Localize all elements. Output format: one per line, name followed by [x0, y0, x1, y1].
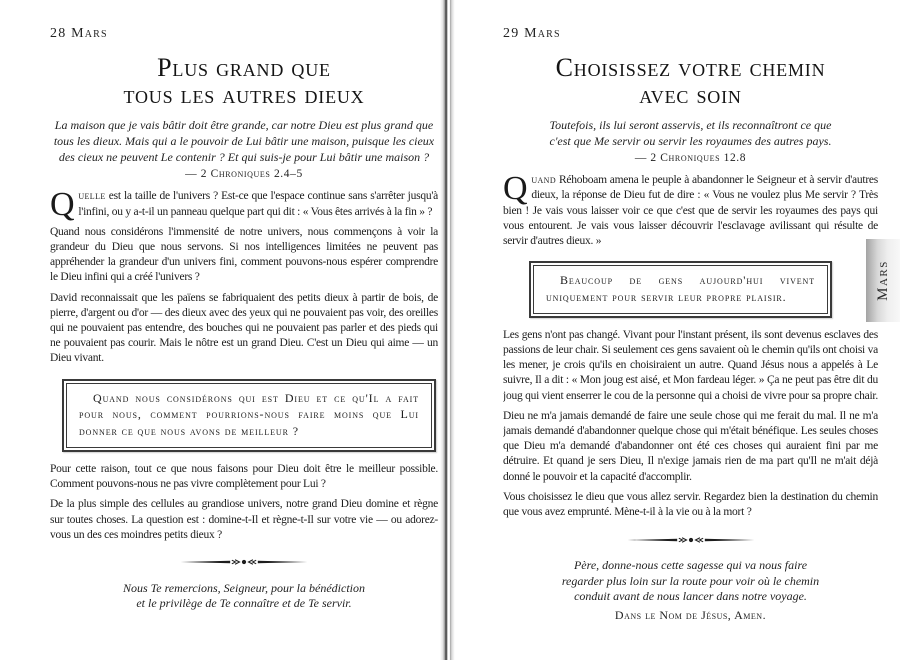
lead-word: uand — [531, 174, 557, 187]
epigraph-line: des cieux ne peuvent Le contenir ? Et qui suis-je pour Lui bâtir une maison ? — [58, 150, 430, 165]
body-paragraph: Dieu ne m'a jamais demandé de faire une seule chose qui me ferait du mal. Il ne m'a jamais demandé d'abandonner quelque chose qui m'était bénéfique. Les seules choses que Dieu m'a demandé d'abandonner ont été ces choses qui auraient fini par me détruire. Et quand je sers Dieu, Il n'exige jamais rien de ma part qu'Il ne m'ait déjà donné le pouvoir et la capacité d'accomplir. — [503, 409, 878, 483]
body-paragraph — [503, 170, 878, 249]
epigraph-line: La maison que je vais bâtir doit être grande, car notre Dieu est plus grand que — [54, 118, 434, 133]
prayer-line: regarder plus loin sur la route pour voir où le chemin — [561, 573, 820, 588]
title-line: avec soin — [639, 80, 742, 110]
section-divider-icon — [50, 553, 438, 571]
body-paragraph — [50, 186, 438, 224]
prayer-line: Père, donne-nous cette sagesse qui va nous faire — [573, 558, 808, 573]
closing-prayer — [503, 558, 878, 604]
page-left — [50, 26, 438, 660]
title-line: tous les autres dieux — [123, 80, 365, 110]
book-spine — [440, 0, 456, 660]
scripture-epigraph — [50, 117, 438, 165]
lead-word: uelle — [78, 190, 106, 203]
scripture-epigraph — [503, 117, 878, 149]
epigraph-line: tous les dieux. Mais qui a le pouvoir de Lui bâtir une maison, puisque les cieux — [53, 134, 435, 149]
drop-cap: Q — [50, 186, 75, 224]
month-tab-label: Mars — [874, 260, 891, 301]
body-paragraph: Les gens n'ont pas changé. Vivant pour l'instant présent, ils sont devenus esclaves des passions de leur chair. Si seulement ces gens savaient où le chemin qu'ils ont choisi va les mener, je crois qu'ils en choisiraient un autre. Quand Jésus nous a appelés à Le suivre, Il a dit : « Mon joug est aisé, et Mon fardeau léger. » Ça ne peut pas être dit du joug qui vient enserrer le cou de la personne qui a choisi de vivre pour sa propre chair. — [503, 328, 878, 402]
prayer-line: et le privilège de Te connaître et de Te servir. — [136, 596, 352, 611]
epigraph-line: c'est que Me servir ou servir les royaumes des autres pays. — [549, 134, 832, 149]
body-paragraph: David reconnaissait que les païens se fabriquaient des petits dieux à partir de bois, de pierre, d'argent ou d'or — des dieux avec des yeux qui ne pouvaient pas voir, des oreilles qui ne pouvaient pas entendre, des bouches qui ne pouvaient pas parler et des pieds qui ne pouvaient pas courir. Mais le nôtre est un grand Dieu. C'est un Dieu qui aime — un Dieu vivant. — [50, 291, 438, 365]
epigraph-line: Toutefois, ils lui seront asservis, et ils reconnaîtront ce que — [549, 118, 832, 133]
prayer-line: Nous Te remercions, Seigneur, pour la bénédiction — [123, 580, 365, 595]
body-paragraph: Pour cette raison, tout ce que nous faisons pour Dieu doit être le meilleur possible. Comment pouvons-nous ne pas vivre complètement pour Lui ? — [50, 462, 438, 491]
callout-text: Beaucoup de gens aujourd'hui vivent uniquement pour servir leur propre plaisir. — [546, 273, 815, 305]
drop-cap: Q — [503, 170, 528, 208]
page-right — [503, 26, 878, 660]
devotional-title — [50, 54, 438, 108]
body-paragraph: Quand nous considérons l'immensité de notre univers, nous commençons à voir la grandeur du Dieu que nous servons. Si nos intelligences limitées ne peuvent pas appréhender la grandeur d'un univers fini, comment pouvons-nous espérer comprendre le Dieu infini qui a créé l'univers ? — [50, 225, 438, 284]
title-line: Plus grand que — [157, 53, 331, 82]
paragraph-text: Réhoboam amena le peuple à abandonner le Seigneur et à servir d'autres dieux, la réponse de Dieu fut de dire : « Vous ne voulez plus Me servir ? Très bien ! Je vais vous laisser voir ce que c'est que de servir les royaumes des pays qui vous entourent. Je vais vous laisser découvrir l'esclavage avilissant qui résulte de servir d'autres dieux. » — [503, 174, 878, 248]
paragraph-text: est la taille de l'univers ? Est-ce que l'espace continue sans s'arrêter jusqu'à l'infini, ou y a-t-il un panneau quelque part qui dit : « Vous êtes arrivés à la fin » ? — [78, 190, 438, 218]
page-date: 29 Mars — [503, 26, 561, 41]
callout-text: Quand nous considérons qui est Dieu et ce qu'Il a fait pour nous, comment pourrions-nous faire moins que Lui donner ce que nous avons de meilleur ? — [79, 390, 419, 439]
devotional-title — [503, 54, 878, 108]
prayer-line: conduit avant de nous lancer dans notre voyage. — [574, 588, 807, 603]
scripture-reference: — 2 Chroniques 12.8 — [634, 152, 747, 165]
callout-box — [62, 379, 436, 452]
prayer-amen: Dans le Nom de Jésus, Amen. — [614, 608, 767, 623]
body-paragraph: Vous choisissez le dieu que vous allez servir. Regardez bien la destination du chemin que vous avez emprunté. Mène-t-il à la vie ou à la mort ? — [503, 490, 878, 519]
section-divider-icon — [503, 530, 878, 548]
closing-prayer — [50, 581, 438, 612]
page-date: 28 Mars — [50, 26, 108, 41]
callout-box-inner — [533, 265, 828, 314]
scripture-reference: — 2 Chroniques 2.4–5 — [185, 168, 303, 181]
callout-box-inner — [66, 383, 432, 448]
month-tab-mars[interactable] — [866, 239, 900, 322]
body-paragraph: De la plus simple des cellules au grandiose univers, notre grand Dieu domine et règne sur toutes choses. La question est : domine-t-Il et règne-t-Il sur votre vie — ou adorez-vous un des ces moindres petits dieux ? — [50, 498, 438, 541]
callout-box — [529, 261, 832, 318]
title-line: Choisissez votre chemin — [555, 53, 826, 82]
